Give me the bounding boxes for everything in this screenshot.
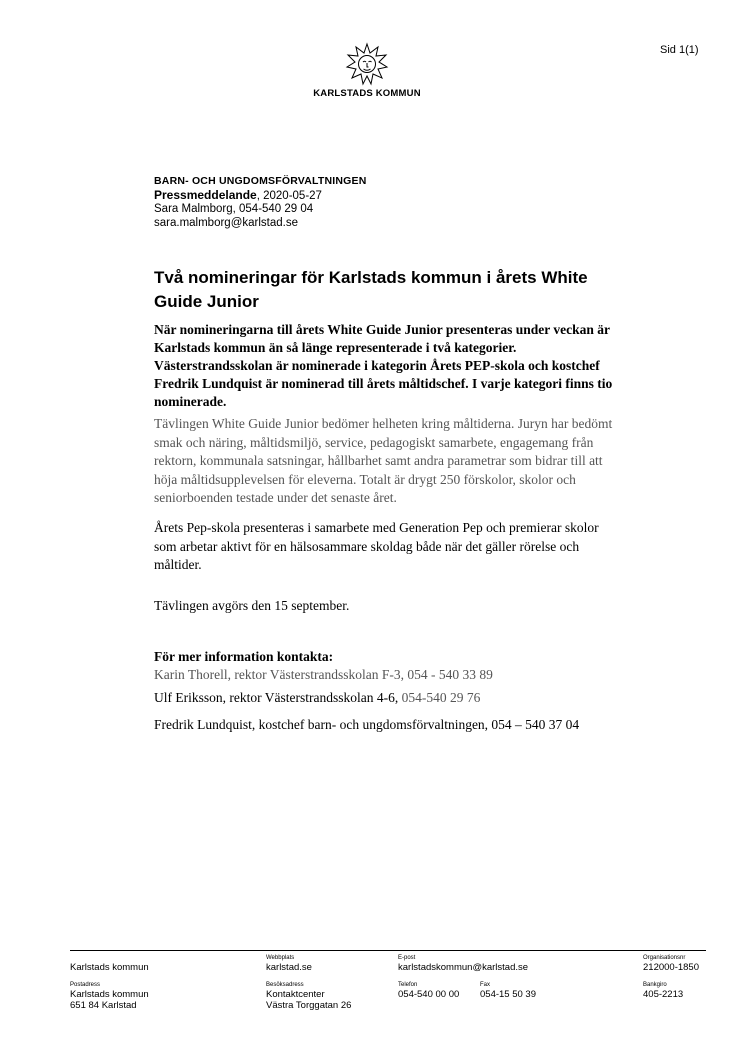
footer-fax xyxy=(480,982,536,1000)
footer-postal-label: Postadress xyxy=(70,982,101,988)
contact-1: Karin Thorell, rektor Västerstrandsskolan F-3, 054 - 540 33 89 xyxy=(154,667,493,682)
footer-org xyxy=(70,962,149,973)
logo-text: KARLSTADS KOMMUN xyxy=(313,88,421,99)
footer-orgnr-label: Organisationsnr xyxy=(643,955,686,961)
footer-phone xyxy=(398,982,459,1000)
footer-postal xyxy=(70,982,149,1011)
press-title: Två nomineringar för Karlstads kommun i årets White Guide Junior xyxy=(154,268,588,311)
footer-email-value[interactable]: karlstadskommun@karlstad.se xyxy=(398,962,529,973)
contact-email[interactable]: sara.malmborg@karlstad.se xyxy=(154,216,298,229)
footer-phone-value: 054-540 00 00 xyxy=(398,989,460,1000)
contact-2 xyxy=(154,689,480,706)
footer-visit-label: Besöksadress xyxy=(266,982,304,988)
footer-postal-line2: 651 84 Karlstad xyxy=(70,1000,137,1011)
footer-fax-value: 054-15 50 39 xyxy=(480,989,536,1000)
footer-bankgiro-label: Bankgiro xyxy=(643,982,667,988)
footer-orgnr-value: 212000-1850 xyxy=(643,962,699,973)
footer-visit-line1: Kontaktcenter xyxy=(266,989,325,1000)
sun-logo-icon xyxy=(345,42,389,86)
footer-web-value[interactable]: karlstad.se xyxy=(266,962,312,973)
footer-bankgiro xyxy=(643,982,683,1000)
footer-postal-line1: Karlstads kommun xyxy=(70,989,149,1000)
contact-2-name: Ulf Eriksson, rektor Västerstrandsskolan 4-6, xyxy=(154,690,402,705)
contact-person: Sara Malmborg, 054-540 29 04 xyxy=(154,203,314,215)
body-paragraph-3: Tävlingen avgörs den 15 september. xyxy=(154,598,350,613)
contact-2-phone: 054-540 29 76 xyxy=(401,690,481,705)
department: BARN- OCH UNGDOMSFÖRVALTNINGEN xyxy=(154,175,367,187)
lead-paragraph: När nomineringarna till årets White Guide Junior presenteras under veckan är Karlstads kommun än så länge representerade i två kategorier. Västerstrandsskolan är nominerade i kategorin Årets PEP-skola och kostchef Fredrik Lundquist är nominerad till årets måltidschef. I varje kategori finns tio nominerade. xyxy=(154,322,613,409)
footer-email xyxy=(398,955,528,973)
contacts-heading: För mer information kontakta: xyxy=(154,649,334,664)
press-line xyxy=(154,189,367,204)
footer-phone-label: Telefon xyxy=(398,982,418,988)
footer-email-label: E-post xyxy=(398,955,416,961)
footer-web xyxy=(266,955,312,973)
press-date: , 2020-05-27 xyxy=(256,189,322,202)
footer-web-label: Webbplats xyxy=(266,955,295,961)
footer-visit-line2: Västra Torggatan 26 xyxy=(266,1000,352,1011)
logo xyxy=(300,42,434,99)
footer-visit xyxy=(266,982,351,1011)
press-label: Pressmeddelande xyxy=(154,187,257,202)
body-paragraph-1: Tävlingen White Guide Junior bedömer helheten kring måltiderna. Juryn har bedömt smak och näring, måltidsmiljö, service, pedagogiskt samarbete, engagemang från rektorn, kommunala satsningar, hållbarhet samt andra parametrar som bidrar till att höja måltidsupplevelsen för eleverna. Totalt är drygt 250 förskolor, skolor och seniorboenden testade under det senaste året. xyxy=(154,416,613,505)
body-paragraph-2: Årets Pep-skola presenteras i samarbete med Generation Pep och premierar skolor som arbetar aktivt för en hälsosammare skoldag både när det gäller rörelse och måltider. xyxy=(154,520,599,572)
footer-fax-label: Fax xyxy=(480,982,491,988)
contact-3: Fredrik Lundquist, kostchef barn- och ungdomsförvaltningen, 054 – 540 37 04 xyxy=(154,717,580,732)
footer-orgnr xyxy=(643,955,699,973)
press-header xyxy=(154,175,367,230)
footer-divider xyxy=(70,950,706,951)
page-number: Sid 1(1) xyxy=(660,44,699,56)
footer-bankgiro-value: 405-2213 xyxy=(643,989,684,1000)
footer-org-name: Karlstads kommun xyxy=(70,962,149,973)
